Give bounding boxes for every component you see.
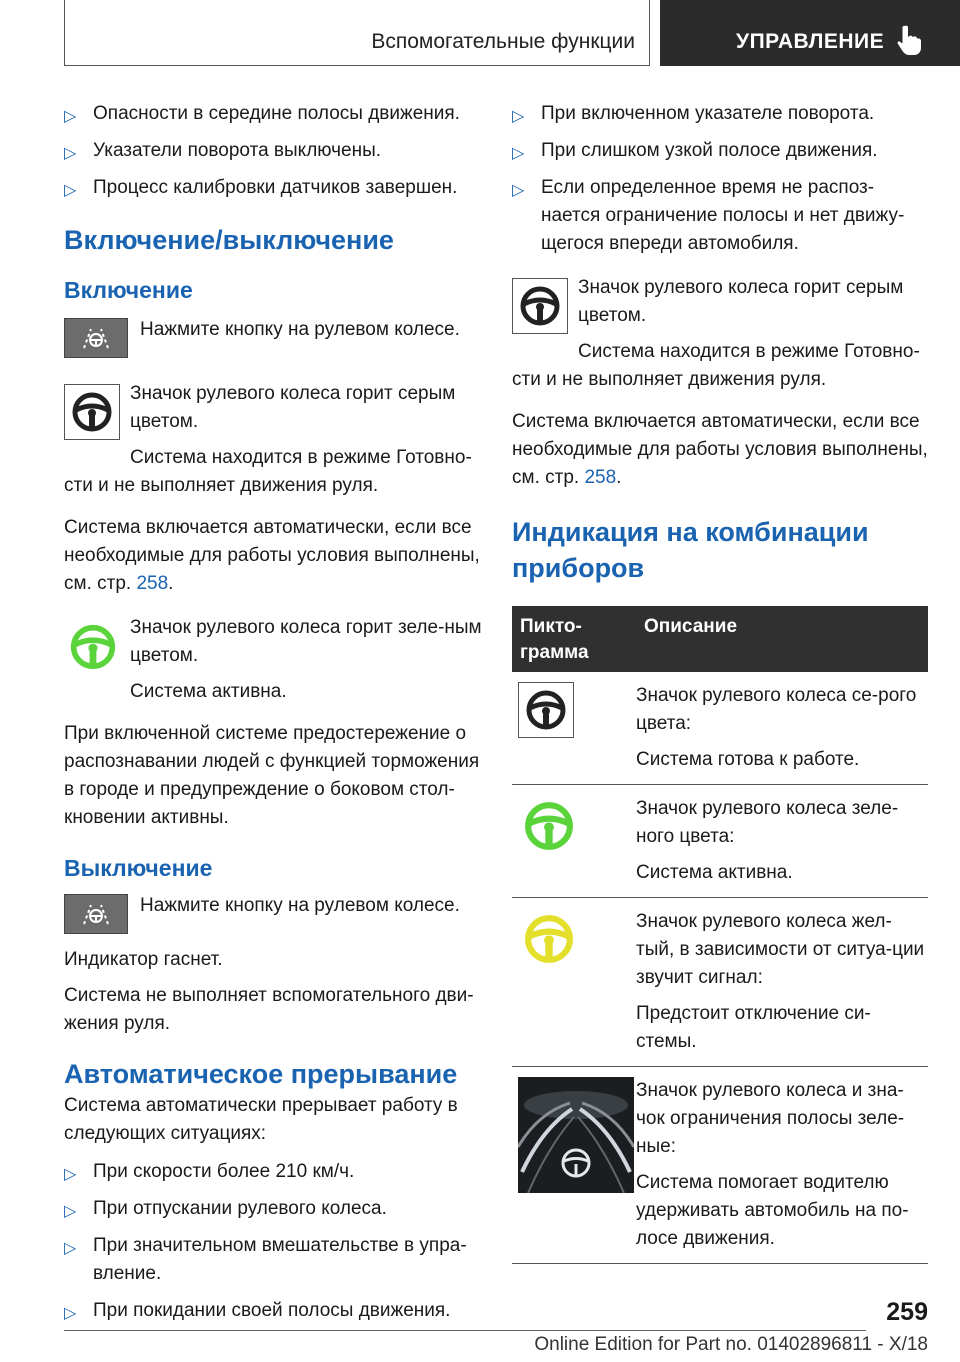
auto-break-intro: Система автоматически прерывает работу в следующих ситуациях: (64, 1095, 458, 1144)
grey-wheel-icon (518, 682, 574, 738)
heading-on: Включение (64, 277, 193, 303)
chapter-title: Вспомогательные функции (371, 30, 635, 53)
triangle-bullet-icon: ▷ (64, 108, 77, 125)
triangle-bullet-icon: ▷ (64, 1305, 77, 1322)
list-item: ▷ При включенном указателе поворота. (512, 100, 928, 128)
indicator-off-text: Индикатор гаснет. (64, 949, 223, 970)
ready-mode-text: Система находится в режиме Готовно-сти и не выполняет движения руля. (64, 447, 472, 496)
button-instruction-on: Нажмите кнопку на рулевом колесе. (64, 316, 482, 364)
heading-auto-break: Автоматическое прерывание (64, 1059, 458, 1089)
green-wheel-icon (522, 799, 576, 853)
heading-onoff: Включение/выключение (64, 225, 394, 255)
left-column (64, 100, 482, 1334)
page-number: 259 (886, 1298, 928, 1326)
list-item: ▷ Если определенное время не распоз-нается ограничение полосы и нет движу-щегося впереди автомобиля. (512, 177, 905, 254)
header-section-box (660, 0, 960, 66)
list-item: ▷ Указатели поворота выключены. (64, 137, 482, 165)
grey-wheel-icon (512, 278, 568, 334)
triangle-bullet-icon: ▷ (512, 108, 525, 125)
list-item: ▷ Опасности в середине полосы движения. (64, 100, 482, 128)
triangle-bullet-icon: ▷ (512, 145, 525, 162)
table-row: Значок рулевого колеса зеле-ного цвета: Система активна. (512, 785, 928, 898)
list-item: ▷ При скорости более 210 км/ч. (64, 1158, 482, 1186)
heading-cluster: Индикация на комбинации приборов (512, 517, 869, 583)
col-description: Описание (636, 606, 928, 672)
footer-divider (64, 1330, 866, 1331)
list-item: ▷ При значительном вмешательстве в упра-вление. (64, 1235, 467, 1284)
auto-on-text: Система включается автоматически, если все необходимые для работы условия выполнены, см. стр. 258. (64, 517, 480, 594)
table-header-row (512, 606, 928, 672)
header-chapter-box (64, 0, 650, 66)
yellow-wheel-icon (522, 912, 576, 966)
triangle-bullet-icon: ▷ (64, 1240, 77, 1257)
green-wheel-icon (68, 622, 118, 681)
right-column (512, 100, 928, 1264)
warning-text: При включенной системе предостережение о распознавании людей с функцией торможения в городе и предупреждение о боковом стол-кновении активны. (64, 723, 480, 828)
page-link[interactable]: 258 (136, 573, 169, 594)
lane-display-icon (518, 1077, 634, 1193)
ready-mode-text: Система находится в режиме Готовно-сти и не выполняет движения руля. (512, 341, 920, 390)
triangle-bullet-icon: ▷ (64, 1203, 77, 1220)
green-wheel-row: Значок рулевого колеса горит зеле-ным цветом. Система активна. (64, 614, 482, 706)
lane-assist-button-icon (64, 894, 128, 934)
table-row: Значок рулевого колеса жел-тый, в зависимости от ситуа-ции звучит сигнал: Предстоит отключение си-стемы. (512, 898, 928, 1067)
list-item: ▷ При покидании своей полосы движения. (64, 1297, 482, 1325)
list-item: ▷ При слишком узкой полосе движения. (512, 137, 928, 165)
table-row: Значок рулевого колеса се-рого цвета: Система готова к работе. (512, 672, 928, 785)
button-instruction-off: Нажмите кнопку на рулевом колесе. (64, 892, 482, 938)
table-row: Значок рулевого колеса и зна-чок ограничения полосы зеле-ные: Система помогает водителю удерживать автомобиль на по-лосе движения. (512, 1067, 928, 1264)
indicator-table (512, 606, 928, 1264)
heading-off: Выключение (64, 855, 213, 881)
grey-wheel-row: Значок рулевого колеса горит серым цветом. (512, 274, 928, 330)
hand-pointer-icon (896, 24, 922, 56)
triangle-bullet-icon: ▷ (64, 145, 77, 162)
grey-wheel-icon (64, 384, 120, 440)
no-assist-text: Система не выполняет вспомогательного дви-жения руля. (64, 985, 474, 1034)
list-item: ▷ При отпускании рулевого колеса. (64, 1195, 482, 1223)
page-link[interactable]: 258 (584, 467, 617, 488)
list-item: ▷ Процесс калибровки датчиков завершен. (64, 174, 482, 202)
auto-on-text: Система включается автоматически, если все необходимые для работы условия выполнены, см. стр. 258. (512, 411, 928, 488)
footer-edition: Online Edition for Part no. 01402896811 - X/18 (534, 1334, 928, 1355)
triangle-bullet-icon: ▷ (64, 182, 77, 199)
lane-assist-button-icon (64, 318, 128, 358)
triangle-bullet-icon: ▷ (512, 182, 525, 199)
col-pictogram: Пикто-грамма (512, 606, 636, 672)
grey-wheel-row: Значок рулевого колеса горит серым цветом. (64, 380, 482, 436)
triangle-bullet-icon: ▷ (64, 1166, 77, 1183)
section-label: УПРАВЛЕНИЕ (736, 30, 885, 53)
